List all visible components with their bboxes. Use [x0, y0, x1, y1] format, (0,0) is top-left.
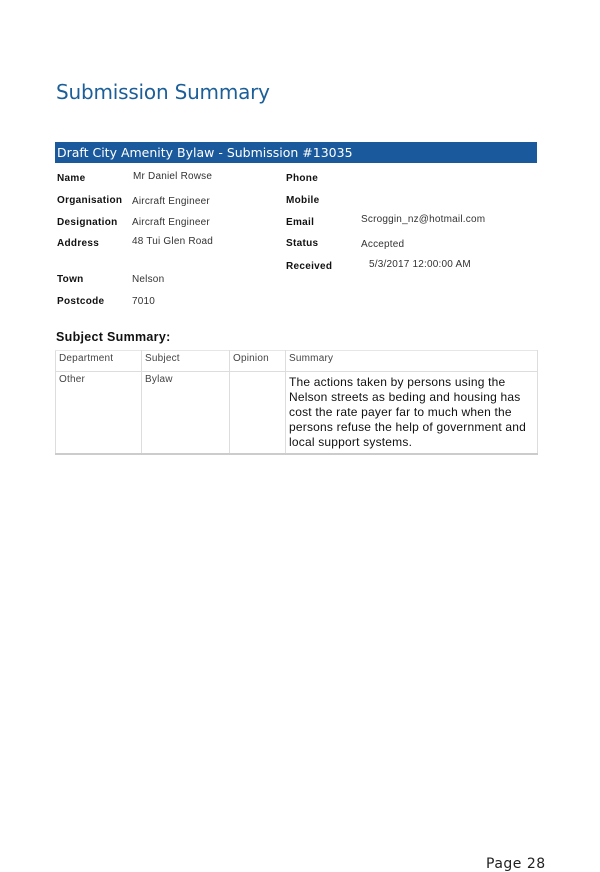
postcode-value: 7010 [132, 296, 156, 307]
name-value: Mr Daniel Rowse [133, 171, 213, 182]
subject-cell: Bylaw [142, 372, 230, 455]
postcode-label: Postcode [57, 296, 105, 307]
table-row [56, 372, 538, 455]
address-label: Address [57, 238, 100, 249]
designation-label: Designation [57, 217, 118, 228]
organisation-label: Organisation [57, 195, 123, 206]
column-header-opinion: Opinion [230, 351, 286, 372]
email-value: Scroggin_nz@hotmail.com [361, 214, 486, 225]
department-cell: Other [56, 372, 142, 455]
status-label: Status [286, 238, 319, 249]
town-label: Town [57, 274, 84, 285]
submission-banner: Draft City Amenity Bylaw - Submission #13035 [55, 142, 537, 163]
mobile-label: Mobile [286, 195, 320, 206]
phone-label: Phone [286, 173, 319, 184]
column-header-department: Department [56, 351, 142, 372]
column-header-subject: Subject [142, 351, 230, 372]
status-value: Accepted [361, 239, 405, 250]
designation-value: Aircraft Engineer [132, 217, 210, 228]
page-title: Submission Summary [56, 80, 270, 104]
town-value: Nelson [132, 274, 165, 285]
subject-summary-heading: Subject Summary: [56, 330, 171, 344]
subject-summary-table [55, 350, 538, 455]
received-label: Received [286, 261, 333, 272]
address-value: 48 Tui Glen Road [132, 236, 214, 247]
column-header-summary: Summary [286, 351, 538, 372]
opinion-cell [230, 372, 286, 455]
organisation-value: Aircraft Engineer [132, 196, 210, 207]
page-number: Page 28 [486, 856, 546, 872]
table-header-row [56, 351, 538, 372]
name-label: Name [57, 173, 86, 184]
email-label: Email [286, 217, 315, 228]
received-value: 5/3/2017 12:00:00 AM [369, 259, 471, 270]
summary-cell: The actions taken by persons using the Nelson streets as beding and housing has cost the rate payer far to much when the persons refuse the help of government and local support systems. [286, 372, 538, 455]
